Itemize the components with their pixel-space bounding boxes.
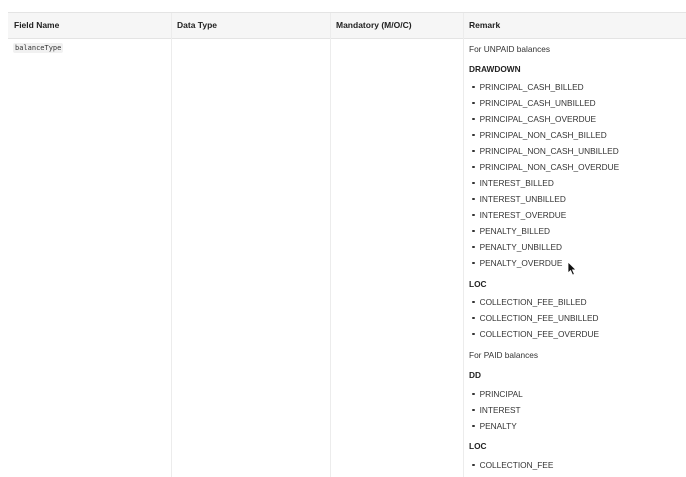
- remark-list-item: PRINCIPAL: [472, 389, 523, 399]
- column-divider: [463, 13, 464, 477]
- remark-list-item: PRINCIPAL_CASH_BILLED: [472, 82, 584, 92]
- remark-list-item: COLLECTION_FEE_OVERDUE: [472, 329, 599, 339]
- remark-list-item: INTEREST_OVERDUE: [472, 210, 566, 220]
- remark-list-item: INTEREST_BILLED: [472, 178, 554, 188]
- column-divider: [171, 13, 172, 477]
- remark-list-item: PENALTY_BILLED: [472, 226, 550, 236]
- remark-section-heading: DD: [469, 370, 481, 380]
- remark-section-heading: DRAWDOWN: [469, 64, 521, 74]
- header-remark: Remark: [469, 20, 501, 30]
- remark-list-item: COLLECTION_FEE_UNBILLED: [472, 313, 599, 323]
- remark-text: For UNPAID balances: [469, 44, 550, 54]
- remark-list-item: COLLECTION_FEE: [472, 460, 553, 470]
- remark-list-item: PRINCIPAL_NON_CASH_BILLED: [472, 130, 607, 140]
- remark-list-item: INTEREST: [472, 405, 521, 415]
- header-field-name: Field Name: [14, 20, 60, 30]
- mouse-pointer-icon: [567, 261, 578, 276]
- table-header-row: [8, 13, 686, 39]
- field-name-value: balanceType: [15, 44, 62, 52]
- remark-list-item: PRINCIPAL_NON_CASH_OVERDUE: [472, 162, 619, 172]
- remark-list-item: PENALTY_OVERDUE: [472, 258, 562, 268]
- remark-list-item: INTEREST_UNBILLED: [472, 194, 566, 204]
- remark-list-item: PENALTY: [472, 421, 517, 431]
- column-divider: [330, 13, 331, 477]
- header-data-type: Data Type: [177, 20, 217, 30]
- remark-list-item: PRINCIPAL_CASH_OVERDUE: [472, 114, 596, 124]
- remark-list-item: PENALTY_UNBILLED: [472, 242, 562, 252]
- remark-section-heading: LOC: [469, 279, 487, 289]
- remark-list-item: PRINCIPAL_CASH_UNBILLED: [472, 98, 596, 108]
- documentation-table: [8, 12, 686, 477]
- remark-section-heading: LOC: [469, 441, 487, 451]
- remark-list-item: PRINCIPAL_NON_CASH_UNBILLED: [472, 146, 619, 156]
- remark-list-item: COLLECTION_FEE_BILLED: [472, 297, 587, 307]
- header-mandatory: Mandatory (M/O/C): [336, 20, 412, 30]
- remark-text: For PAID balances: [469, 350, 539, 360]
